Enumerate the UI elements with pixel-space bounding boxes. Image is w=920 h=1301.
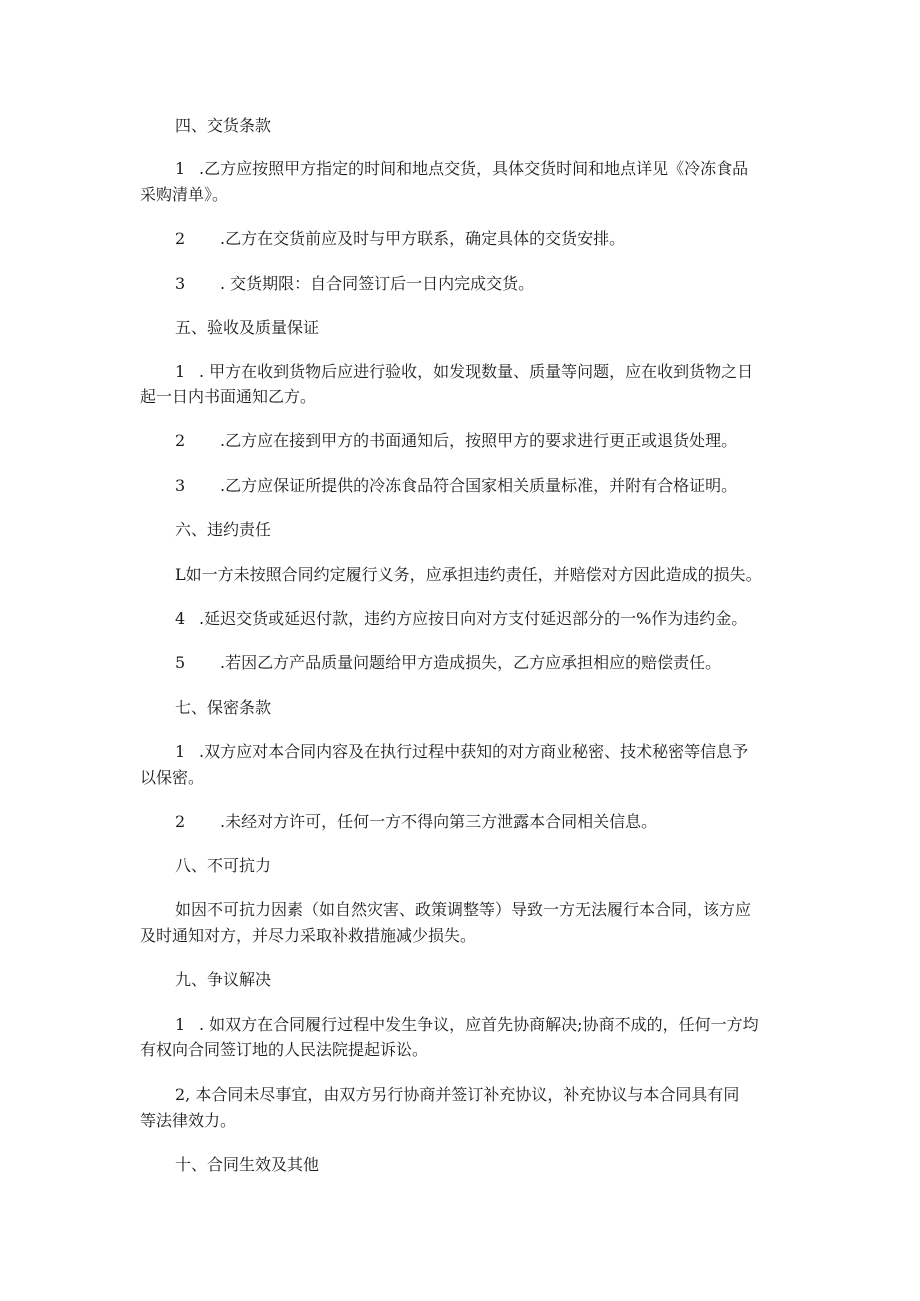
clause-number: 1 xyxy=(175,742,186,761)
clause-continuation: 采购清单》。 xyxy=(140,185,229,204)
clause-number: 2 xyxy=(175,812,186,831)
clause-line xyxy=(175,740,748,764)
section-heading-effectiveness: 十、合同生效及其他 xyxy=(175,1155,320,1174)
clause-text: 2, 本合同未尽事宜，由双方另行协商并签订补充协议，补充协议与本合同具有同 xyxy=(175,1085,740,1104)
clause-continuation: 以保密。 xyxy=(140,768,205,787)
clause-number: 3 xyxy=(175,476,186,495)
clause-line xyxy=(175,607,747,631)
clause-line xyxy=(175,651,721,675)
clause-continuation: 等法律效力。 xyxy=(140,1111,237,1130)
clause-continuation: 有权向合同签订地的人民法院提起诉讼。 xyxy=(140,1040,429,1059)
clause-continuation: 起一日内书面通知乙方。 xyxy=(140,387,317,406)
clause-number: 4 xyxy=(175,609,186,628)
clause-text: . 交货期限：自合同签订后一日内完成交货。 xyxy=(220,274,535,293)
clause-text: .乙方应保证所提供的冷冻食品符合国家相关质量标准，并附有合格证明。 xyxy=(220,476,738,495)
clause-line xyxy=(175,1013,759,1037)
clause-line xyxy=(175,429,737,453)
clause-text: .乙方应在接到甲方的书面通知后，按照甲方的要求进行更正或退货处理。 xyxy=(220,431,738,450)
clause-text: .延迟交货或延迟付款，违约方应按日向对方支付延迟部分的一%作为违约金。 xyxy=(199,609,748,628)
clause-text: .乙方应按照甲方指定的时间和地点交货，具体交货时间和地点详见《冷冻食品 xyxy=(199,159,749,178)
clause-line xyxy=(175,474,737,498)
clause-line xyxy=(175,360,753,384)
section-heading-confidentiality: 七、保密条款 xyxy=(175,698,272,717)
clause-number: 2 xyxy=(175,229,186,248)
clause-line xyxy=(175,227,625,251)
section-heading-force-majeure: 八、不可抗力 xyxy=(175,856,272,875)
clause-text: .双方应对本合同内容及在执行过程中获知的对方商业秘密、技术秘密等信息予 xyxy=(199,742,749,761)
clause-number: 1 xyxy=(175,1015,186,1034)
section-heading-acceptance: 五、验收及质量保证 xyxy=(175,318,320,337)
clause-number: 1 xyxy=(175,362,186,381)
section-heading-dispute: 九、争议解决 xyxy=(175,970,272,989)
clause-text: . 甲方在收到货物后应进行验收，如发现数量、质量等问题，应在收到货物之日 xyxy=(199,362,754,381)
paragraph-line: 如因不可抗力因素（如自然灾害、政策调整等）导致一方无法履行本合同，该方应 xyxy=(175,900,752,919)
clause-text: .乙方在交货前应及时与甲方联系，确定具体的交货安排。 xyxy=(220,229,626,248)
clause-line xyxy=(175,272,534,296)
clause-text: L如一方未按照合同约定履行义务，应承担违约责任，并赔偿对方因此造成的损失。 xyxy=(175,565,762,584)
clause-line xyxy=(175,810,657,834)
clause-text: .未经对方许可，任何一方不得向第三方泄露本合同相关信息。 xyxy=(220,812,658,831)
clause-text: . 如双方在合同履行过程中发生争议，应首先协商解决;协商不成的，任何一方均 xyxy=(199,1015,759,1034)
clause-number: 5 xyxy=(175,653,186,672)
clause-number: 1 xyxy=(175,159,186,178)
clause-text: .若因乙方产品质量问题给甲方造成损失，乙方应承担相应的赔偿责任。 xyxy=(220,653,722,672)
section-heading-liability: 六、违约责任 xyxy=(175,520,272,539)
paragraph-continuation: 及时通知对方，并尽力采取补救措施减少损失。 xyxy=(140,926,477,945)
clause-number: 3 xyxy=(175,274,186,293)
clause-line xyxy=(175,157,748,181)
clause-number: 2 xyxy=(175,431,186,450)
section-heading-delivery: 四、交货条款 xyxy=(175,116,272,135)
